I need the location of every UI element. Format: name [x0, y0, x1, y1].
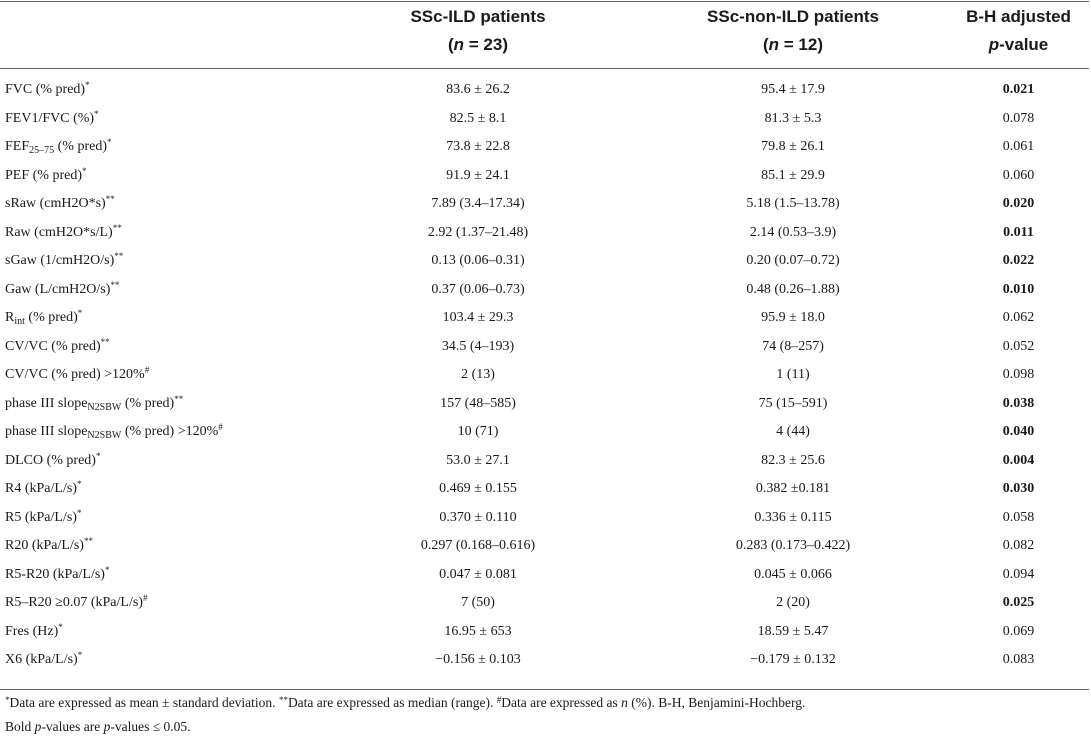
cell-ssc-non-ild: [638, 361, 948, 390]
cell-p-value: [948, 589, 1089, 618]
cell-p-value: [948, 190, 1089, 219]
table-row: [0, 276, 1089, 305]
row-label-text: X6 (kPa/L/s): [5, 652, 78, 668]
cell-ssc-ild-value: 0.469 ± 0.155: [439, 481, 517, 497]
cell-p-value-text: 0.061: [1002, 139, 1035, 155]
cell-ssc-ild-value: 83.6 ± 26.2: [446, 82, 510, 98]
cell-ssc-ild-value: 0.297 (0.168–0.616): [420, 538, 536, 554]
table-row: [0, 76, 1089, 105]
row-label-text: sRaw (cmH2O*s): [5, 196, 106, 212]
row-label-marker: #: [142, 593, 148, 604]
fn2-b: -values are: [41, 719, 104, 734]
fn2-p2: p: [103, 719, 111, 734]
table-row: [0, 475, 1089, 504]
cell-ssc-ild: [318, 247, 638, 276]
cell-ssc-non-ild-value: −0.179 ± 0.132: [750, 652, 836, 668]
row-label-text: Raw (cmH2O*s/L): [5, 224, 113, 240]
cell-ssc-ild: [318, 76, 638, 105]
cell-ssc-non-ild-value: 79.8 ± 26.1: [761, 139, 825, 155]
cell-ssc-non-ild: [638, 532, 948, 561]
cell-ssc-ild-value: 82.5 ± 8.1: [449, 110, 507, 126]
row-label: [0, 219, 318, 248]
cell-p-value: [948, 618, 1089, 647]
cell-p-value-text: 0.069: [1002, 623, 1035, 639]
cell-p-value: [948, 532, 1089, 561]
row-label: [0, 105, 318, 134]
cell-p-value-text: 0.052: [1002, 338, 1035, 354]
row-label: [0, 532, 318, 561]
cell-p-value: [948, 304, 1089, 333]
cell-p-value-text: 0.058: [1002, 509, 1035, 525]
row-label-marker: *: [107, 137, 112, 148]
row-label-marker: *: [95, 450, 101, 461]
cell-ssc-non-ild-value: 82.3 ± 25.6: [761, 452, 825, 468]
fn2-p: p: [34, 719, 42, 734]
row-label-marker: **: [174, 393, 184, 404]
data-table: [0, 76, 1089, 675]
row-label: [0, 561, 318, 590]
row-label: [0, 247, 318, 276]
footnote-line-2: [5, 719, 191, 735]
row-label: [0, 133, 318, 162]
cell-p-value-text: 0.004: [1002, 452, 1035, 468]
cell-ssc-ild-value: 34.5 (4–193): [441, 338, 515, 354]
row-label: [0, 447, 318, 476]
cell-p-value: [948, 219, 1089, 248]
cell-ssc-ild: [318, 618, 638, 647]
cell-ssc-non-ild: [638, 561, 948, 590]
cell-p-value: [948, 276, 1089, 305]
row-label-text: FEF: [5, 139, 30, 155]
cell-ssc-ild-value: −0.156 ± 0.103: [435, 652, 521, 668]
cell-ssc-ild-value: 0.13 (0.06–0.31): [431, 253, 525, 269]
cell-ssc-non-ild-value: 1 (11): [776, 367, 810, 383]
cell-p-value-text: 0.020: [1002, 196, 1035, 212]
fn-mark-3: #: [496, 695, 502, 705]
cell-ssc-non-ild-value: 95.4 ± 17.9: [761, 82, 825, 98]
cell-ssc-ild: [318, 304, 638, 333]
row-label-text: phase III slope: [5, 395, 88, 411]
cell-ssc-non-ild-value: 2.14 (0.53–3.9): [749, 224, 837, 240]
row-label-marker: *: [82, 165, 87, 176]
fn-n-italic: n: [621, 695, 628, 710]
fn2-a: Bold: [5, 719, 35, 734]
cell-ssc-ild: [318, 133, 638, 162]
fn-mark-2: **: [278, 695, 288, 705]
cell-p-value: [948, 361, 1089, 390]
table-row: [0, 447, 1089, 476]
table-row: [0, 162, 1089, 191]
cell-p-value: [948, 247, 1089, 276]
row-label-marker: **: [112, 222, 122, 233]
row-label-text: CV/VC (% pred) >120%: [5, 367, 145, 383]
cell-ssc-ild-value: 73.8 ± 22.8: [446, 139, 510, 155]
row-label-text: FVC (% pred): [5, 82, 86, 98]
row-label-marker: **: [110, 279, 120, 290]
cell-p-value: [948, 475, 1089, 504]
table-row: [0, 133, 1089, 162]
header-bh-title: B-H adjusted: [966, 7, 1071, 26]
cell-ssc-non-ild: [638, 504, 948, 533]
cell-ssc-ild: [318, 390, 638, 419]
row-label-subscript: N2SBW: [87, 401, 122, 413]
row-label-text: R: [5, 310, 15, 326]
header-ssc-ild-n: (n = 23): [447, 35, 509, 54]
cell-p-value-text: 0.022: [1002, 253, 1035, 269]
cell-ssc-non-ild: [638, 76, 948, 105]
row-label: [0, 304, 318, 333]
row-label: [0, 504, 318, 533]
row-label-subscript: int: [14, 316, 25, 328]
cell-ssc-non-ild: [638, 447, 948, 476]
cell-p-value: [948, 76, 1089, 105]
cell-ssc-ild: [318, 219, 638, 248]
cell-ssc-non-ild: [638, 475, 948, 504]
fn-mark-1: *: [5, 695, 10, 705]
cell-ssc-non-ild: [638, 646, 948, 675]
row-label: [0, 162, 318, 191]
cell-ssc-non-ild: [638, 418, 948, 447]
cell-ssc-ild-value: 7 (50): [461, 595, 495, 611]
cell-ssc-ild-value: 103.4 ± 29.3: [442, 310, 514, 326]
cell-ssc-ild-value: 53.0 ± 27.1: [446, 452, 510, 468]
cell-ssc-ild: [318, 105, 638, 134]
table-row: [0, 618, 1089, 647]
cell-ssc-ild-value: 7.89 (3.4–17.34): [431, 196, 525, 212]
table-row: [0, 561, 1089, 590]
cell-ssc-ild: [318, 475, 638, 504]
row-label-text: phase III slope: [5, 424, 88, 440]
row-label-subscript: N2SBW: [87, 430, 122, 442]
row-label: [0, 475, 318, 504]
cell-ssc-ild-value: 91.9 ± 24.1: [446, 167, 510, 183]
row-label-suffix: (% pred): [54, 139, 107, 155]
row-label-marker: **: [105, 194, 115, 205]
row-label: [0, 589, 318, 618]
row-label: [0, 646, 318, 675]
cell-ssc-ild: [318, 333, 638, 362]
cell-ssc-non-ild-value: 0.045 ± 0.066: [754, 566, 832, 582]
cell-ssc-ild-value: 2 (13): [461, 367, 495, 383]
cell-ssc-ild: [318, 561, 638, 590]
n-italic: n: [453, 35, 465, 54]
row-label-marker: #: [218, 422, 223, 433]
cell-ssc-ild-value: 16.95 ± 653: [444, 623, 512, 639]
row-label-text: DLCO (% pred): [5, 452, 96, 468]
table-row: [0, 390, 1089, 419]
cell-p-value: [948, 133, 1089, 162]
cell-ssc-ild-value: 0.370 ± 0.110: [439, 509, 517, 525]
header-ssc-non-ild: [638, 3, 948, 59]
row-label: [0, 390, 318, 419]
cell-ssc-non-ild: [638, 304, 948, 333]
cell-ssc-ild: [318, 361, 638, 390]
row-label-marker: *: [76, 507, 82, 518]
fn-text-2: Data are expressed as median (range).: [287, 695, 497, 710]
fn-text-1: Data are expressed as mean ± standard deviation.: [9, 695, 279, 710]
header-ssc-ild: [318, 3, 638, 59]
cell-p-value-text: 0.021: [1002, 82, 1035, 98]
n-italic: n: [768, 35, 780, 54]
cell-ssc-non-ild: [638, 589, 948, 618]
cell-ssc-ild: [318, 162, 638, 191]
cell-p-value: [948, 162, 1089, 191]
cell-ssc-non-ild-value: 81.3 ± 5.3: [764, 110, 822, 126]
cell-ssc-non-ild-value: 0.382 ±0.181: [755, 481, 831, 497]
row-label: [0, 618, 318, 647]
cell-ssc-non-ild-value: 75 (15–591): [758, 395, 828, 411]
cell-ssc-ild: [318, 504, 638, 533]
cell-ssc-non-ild: [638, 105, 948, 134]
row-label-marker: *: [77, 650, 83, 661]
cell-ssc-ild: [318, 532, 638, 561]
row-label-text: Gaw (L/cmH2O/s): [5, 281, 111, 297]
row-label-suffix: (% pred): [24, 310, 78, 326]
row-label-text: R5-R20 (kPa/L/s): [5, 566, 105, 582]
row-label-text: R5 (kPa/L/s): [5, 509, 77, 525]
row-label-text: CV/VC (% pred): [5, 338, 101, 354]
cell-ssc-non-ild: [638, 190, 948, 219]
cell-p-value-text: 0.062: [1002, 310, 1035, 326]
row-label-marker: **: [100, 336, 110, 347]
cell-ssc-non-ild-value: 2 (20): [776, 595, 810, 611]
table-row: [0, 504, 1089, 533]
table-row: [0, 646, 1089, 675]
row-label-marker: *: [94, 108, 99, 119]
n-value: = 23: [464, 35, 503, 54]
cell-p-value: [948, 105, 1089, 134]
table-row: [0, 361, 1089, 390]
table-bottom-rule: [0, 689, 1089, 690]
cell-ssc-ild-value: 0.37 (0.06–0.73): [431, 281, 525, 297]
cell-p-value: [948, 333, 1089, 362]
p-suffix: -value: [999, 35, 1049, 54]
cell-ssc-ild: [318, 589, 638, 618]
cell-p-value: [948, 646, 1089, 675]
cell-p-value-text: 0.030: [1002, 481, 1035, 497]
cell-ssc-ild-value: 157 (48–585): [440, 395, 516, 411]
cell-p-value-text: 0.098: [1002, 367, 1035, 383]
header-pvalue: [948, 31, 1089, 59]
cell-p-value-text: 0.010: [1002, 281, 1035, 297]
table-row: [0, 247, 1089, 276]
cell-ssc-non-ild: [638, 276, 948, 305]
fn-text-3b: (%). B-H, Benjamini-Hochberg.: [627, 695, 806, 710]
cell-ssc-non-ild-value: 85.1 ± 29.9: [761, 167, 825, 183]
row-label-text: Fres (Hz): [5, 623, 59, 639]
cell-ssc-non-ild: [638, 162, 948, 191]
header-ssc-ild-title: SSc-ILD patients: [410, 7, 546, 26]
row-label-text: R5–R20 ≥0.07 (kPa/L/s): [5, 595, 143, 611]
row-label-marker: *: [77, 308, 83, 319]
p-italic: p: [988, 35, 1000, 54]
header-ssc-non-ild-title: SSc-non-ILD patients: [707, 7, 879, 26]
cell-ssc-non-ild-value: 0.48 (0.26–1.88): [746, 281, 840, 297]
cell-ssc-ild: [318, 276, 638, 305]
header-bh-pvalue: [948, 3, 1089, 59]
cell-p-value: [948, 447, 1089, 476]
row-label: [0, 361, 318, 390]
cell-ssc-non-ild-value: 0.336 ± 0.115: [754, 509, 832, 525]
cell-ssc-non-ild-value: 5.18 (1.5–13.78): [746, 196, 840, 212]
cell-ssc-non-ild-value: 4 (44): [776, 424, 810, 440]
cell-p-value-text: 0.011: [1003, 224, 1034, 240]
cell-p-value: [948, 561, 1089, 590]
cell-ssc-ild-value: 0.047 ± 0.081: [439, 566, 517, 582]
cell-p-value-text: 0.094: [1002, 566, 1035, 582]
table-row: [0, 105, 1089, 134]
row-label-marker: *: [58, 621, 63, 632]
row-label-text: R4 (kPa/L/s): [5, 481, 77, 497]
fn-text-3a: Data are expressed as: [501, 695, 622, 710]
cell-ssc-non-ild: [638, 219, 948, 248]
table-row: [0, 190, 1089, 219]
row-label-subscript: 25–75: [29, 145, 55, 157]
header-ssc-non-ild-n: (n = 12): [762, 35, 824, 54]
table-row: [0, 532, 1089, 561]
table-row: [0, 333, 1089, 362]
cell-p-value: [948, 418, 1089, 447]
cell-p-value-text: 0.025: [1002, 595, 1035, 611]
row-label: [0, 276, 318, 305]
cell-p-value-text: 0.078: [1002, 110, 1035, 126]
row-label-marker: **: [83, 536, 93, 547]
cell-p-value-text: 0.060: [1002, 167, 1035, 183]
cell-ssc-ild-value: 2.92 (1.37–21.48): [427, 224, 529, 240]
cell-ssc-non-ild-value: 74 (8–257): [762, 338, 824, 354]
row-label: [0, 190, 318, 219]
row-label-marker: *: [104, 564, 110, 575]
data-table-body: [0, 76, 1089, 675]
cell-ssc-non-ild-value: 0.20 (0.07–0.72): [746, 253, 840, 269]
cell-p-value-text: 0.083: [1002, 652, 1035, 668]
cell-ssc-non-ild-value: 18.59 ± 5.47: [757, 623, 829, 639]
n-value: = 12: [779, 35, 818, 54]
table-row: [0, 219, 1089, 248]
cell-ssc-non-ild-value: 0.283 (0.173–0.422): [735, 538, 851, 554]
row-label-text: FEV1/FVC (%): [5, 110, 95, 126]
row-label-suffix: (% pred): [121, 395, 175, 411]
row-label-text: R20 (kPa/L/s): [5, 538, 84, 554]
cell-ssc-non-ild-value: 95.9 ± 18.0: [761, 310, 825, 326]
cell-ssc-ild: [318, 447, 638, 476]
row-label-marker: *: [85, 80, 90, 91]
table-row: [0, 304, 1089, 333]
table-row: [0, 589, 1089, 618]
footnote-line-1: [5, 695, 805, 711]
fn2-c: -values ≤ 0.05.: [110, 719, 191, 734]
cell-ssc-non-ild: [638, 247, 948, 276]
cell-ssc-non-ild: [638, 333, 948, 362]
cell-ssc-ild: [318, 646, 638, 675]
cell-ssc-ild: [318, 418, 638, 447]
row-label: [0, 418, 318, 447]
row-label: [0, 333, 318, 362]
row-label-marker: **: [114, 251, 124, 262]
cell-p-value-text: 0.040: [1002, 424, 1035, 440]
cell-p-value: [948, 390, 1089, 419]
cell-ssc-non-ild: [638, 618, 948, 647]
row-label-marker: #: [144, 365, 150, 376]
cell-ssc-ild-value: 10 (71): [457, 424, 499, 440]
cell-p-value: [948, 504, 1089, 533]
row-label-text: PEF (% pred): [5, 167, 82, 183]
row-label-marker: *: [76, 479, 82, 490]
cell-ssc-non-ild: [638, 390, 948, 419]
row-label-suffix: (% pred) >120%: [121, 424, 219, 440]
cell-ssc-non-ild: [638, 133, 948, 162]
cell-p-value-text: 0.038: [1002, 395, 1035, 411]
table-row: [0, 418, 1089, 447]
row-label-text: sGaw (1/cmH2O/s): [5, 253, 115, 269]
cell-p-value-text: 0.082: [1002, 538, 1035, 554]
header-bottom-rule: [0, 68, 1089, 69]
table-top-rule: [0, 1, 1089, 2]
row-label: [0, 76, 318, 105]
cell-ssc-ild: [318, 190, 638, 219]
